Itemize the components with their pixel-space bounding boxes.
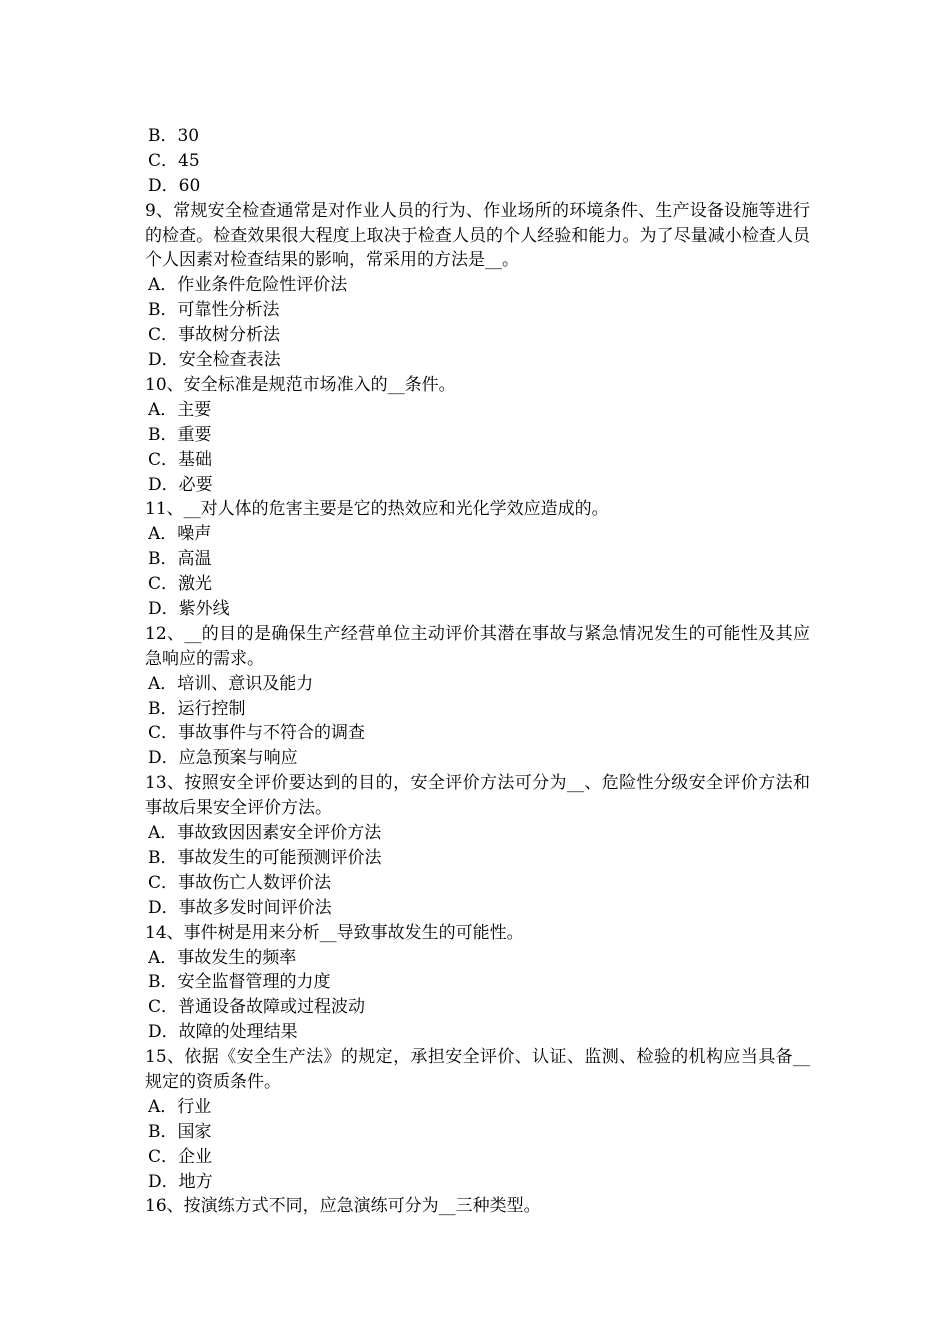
option-line: B．重要 xyxy=(148,424,212,445)
question-13: 13、按照安全评价要达到的目的，安全评价方法可分为__、危险性分级安全评价方法和事故后果安全评价方法。 xyxy=(145,773,810,819)
question-15: 15、依据《安全生产法》的规定，承担安全评价、认证、监测、检验的机构应当具备__规定的资质条件。 xyxy=(145,1047,810,1092)
option-line: B．30 xyxy=(148,126,200,146)
option-line: C．基础 xyxy=(148,449,213,470)
option-line: D．应急预案与响应 xyxy=(148,748,298,769)
option-line: D．必要 xyxy=(148,474,213,495)
option-line: A．噪声 xyxy=(148,524,212,545)
question-12: 12、__的目的是确保生产经营单位主动评价其潜在事故与紧急情况发生的可能性及其应急响应的需求。 xyxy=(145,623,810,669)
option-line: D．事故多发时间评价法 xyxy=(148,897,332,918)
option-line: C．企业 xyxy=(148,1146,213,1167)
option-line: A．行业 xyxy=(148,1096,212,1117)
option-line: B．事故发生的可能预测评价法 xyxy=(148,847,382,868)
option-line: A．培训、意识及能力 xyxy=(148,673,314,694)
option-line: C．激光 xyxy=(148,574,213,595)
option-line: B．安全监督管理的力度 xyxy=(148,972,331,993)
option-line: C．普通设备故障或过程波动 xyxy=(148,997,366,1018)
option-line: B．国家 xyxy=(148,1121,212,1142)
option-line: C．事故伤亡人数评价法 xyxy=(148,872,332,893)
option-line: C．45 xyxy=(148,150,200,171)
option-line: B．高温 xyxy=(148,549,212,570)
option-line: A．主要 xyxy=(148,399,212,420)
option-line: D．故障的处理结果 xyxy=(148,1022,298,1043)
option-line: D．安全检查表法 xyxy=(148,350,281,371)
option-line: A．事故致因因素安全评价方法 xyxy=(148,823,382,844)
option-line: B．运行控制 xyxy=(148,698,246,719)
question-11: 11、__对人体的危害主要是它的热效应和光化学效应造成的。 xyxy=(145,499,609,520)
option-line: D．紫外线 xyxy=(148,598,230,619)
question-9: 9、常规安全检查通常是对作业人员的行为、作业场所的环境条件、生产设备设施等进行的检查。检查效果很大程度上取决于检查人员的个人经验和能力。为了尽量减小检查人员个人因素对检查结果的影响，常采用的方法是__。 xyxy=(145,200,810,271)
option-line: A．作业条件危险性评价法 xyxy=(148,275,348,296)
option-line: D．60 xyxy=(148,175,201,196)
question-10: 10、安全标准是规范市场准入的__条件。 xyxy=(145,374,456,395)
question-16: 16、按演练方式不同，应急演练可分为__三种类型。 xyxy=(145,1196,541,1217)
option-line: C．事故事件与不符合的调查 xyxy=(148,723,366,744)
option-line: A．事故发生的频率 xyxy=(148,947,297,968)
option-line: D．地方 xyxy=(148,1171,213,1192)
option-line: B．可靠性分析法 xyxy=(148,300,280,321)
document-page xyxy=(145,124,810,1219)
question-14: 14、事件树是用来分析__导致事故发生的可能性。 xyxy=(145,922,524,943)
option-line: C．事故树分析法 xyxy=(148,325,281,346)
